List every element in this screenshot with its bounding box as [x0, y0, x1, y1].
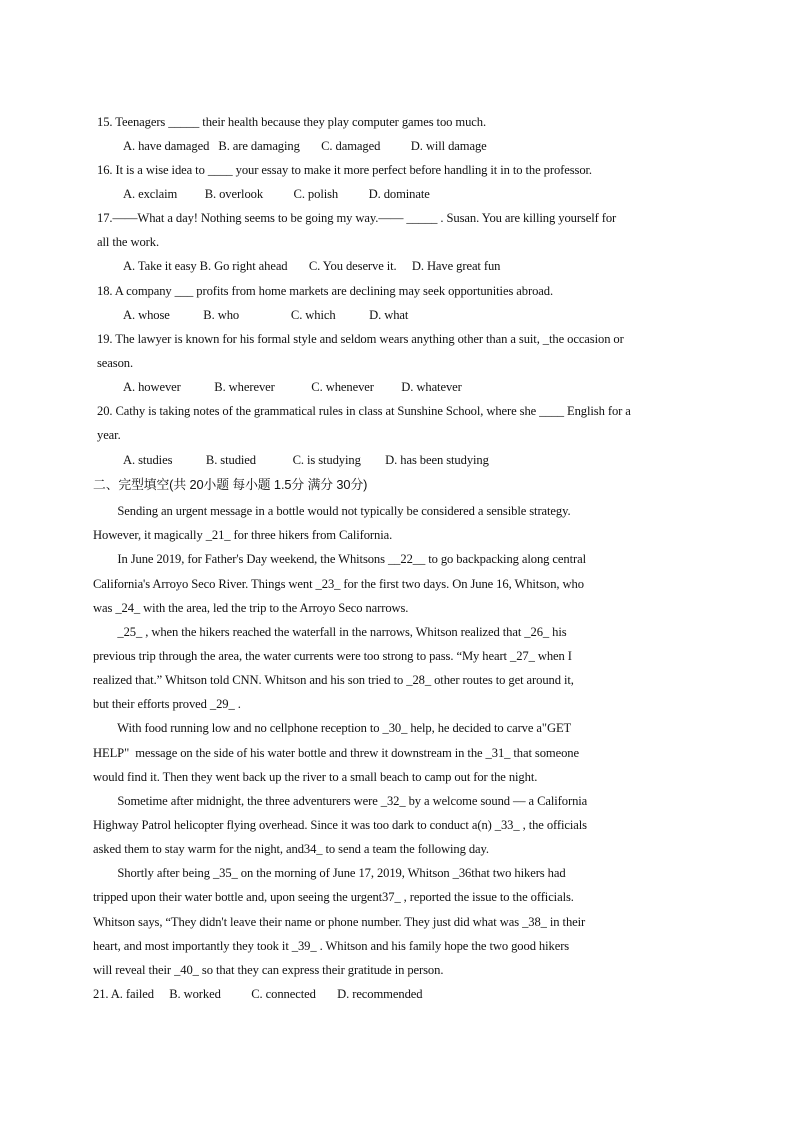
passage-line: asked them to stay warm for the night, and34_ to send a team the following day.	[93, 842, 489, 857]
question-20-stem-cont: year.	[97, 428, 121, 442]
passage-line: HELP" message on the side of his water bottle and threw it downstream in the _31_ that someone	[93, 745, 579, 760]
passage-line: California's Arroyo Seco River. Things went _23_ for the first two days. On June 16, Whitson, who	[93, 576, 584, 591]
section-heading: 二、完型填空(共 20小题 每小题 1.5分 满分 30分)	[93, 477, 368, 492]
passage-line: Highway Patrol helicopter flying overhead. Since it was too dark to conduct a(n) _33_ , the officials	[93, 818, 587, 832]
question-15-stem: 15. Teenagers _____ their health because they play computer games too much.	[97, 115, 487, 129]
passage-line: but their efforts proved _29_ .	[93, 697, 241, 712]
passage-line: realized that.” Whitson told CNN. Whitson and his son tried to _28_ other routes to get around it,	[93, 673, 574, 687]
passage-line: With food running low and no cellphone reception to _30_ help, he decided to carve a"GET	[93, 721, 572, 736]
question-18-options: A. whose B. who C. which D. what	[123, 308, 409, 322]
passage-line: _25_ , when the hikers reached the waterfall in the narrows, Whitson realized that _26_ his	[93, 624, 567, 639]
question-17-stem-cont: all the work.	[97, 235, 160, 249]
passage-line: would find it. Then they went back up the river to a small beach to camp out for the night.	[93, 769, 538, 784]
passage-line: Sometime after midnight, the three adventurers were _32_ by a welcome sound — a California	[93, 793, 588, 808]
question-16-options: A. exclaim B. overlook C. polish D. dominate	[123, 187, 430, 201]
question-19-stem: 19. The lawyer is known for his formal style and seldom wears anything other than a suit, _the occasion or	[97, 332, 624, 346]
question-20-options: A. studies B. studied C. is studying D. has been studying	[123, 453, 489, 467]
passage-line: tripped upon their water bottle and, upon seeing the urgent37_ , reported the issue to the officials.	[93, 890, 574, 905]
passage-line: However, it magically _21_ for three hikers from California.	[93, 528, 393, 543]
passage-line: previous trip through the area, the water currents were too strong to pass. “My heart _27_ when I	[93, 648, 572, 663]
passage-line: Whitson says, “They didn't leave their name or phone number. They just did what was _38_ in their	[93, 914, 586, 929]
question-20-stem: 20. Cathy is taking notes of the grammatical rules in class at Sunshine School, where she ____ English for a	[97, 404, 631, 418]
question-17-stem: 17.——What a day! Nothing seems to be going my way.—— _____ . Susan. You are killing yourself for	[97, 211, 617, 225]
passage-line: will reveal their _40_ so that they can express their gratitude in person.	[93, 962, 444, 977]
question-19-stem-cont: season.	[97, 356, 134, 370]
question-15-options: A. have damaged B. are damaging C. damaged D. will damage	[123, 139, 487, 153]
passage-line: was _24_ with the area, led the trip to the Arroyo Seco narrows.	[93, 600, 409, 615]
question-21-options: 21. A. failed B. worked C. connected D. recommended	[93, 987, 423, 1001]
question-16-stem: 16. It is a wise idea to ____ your essay to make it more perfect before handling it in to the professor.	[97, 163, 592, 177]
passage-line: In June 2019, for Father's Day weekend, the Whitsons __22__ to go backpacking along central	[93, 552, 586, 567]
passage-line: Shortly after being _35_ on the morning of June 17, 2019, Whitson _36that two hikers had	[93, 866, 566, 881]
question-19-options: A. however B. wherever C. whenever D. whatever	[123, 380, 462, 394]
passage-line: heart, and most importantly they took it _39_ . Whitson and his family hope the two good hikers	[93, 938, 570, 953]
passage-line: Sending an urgent message in a bottle would not typically be considered a sensible strategy.	[93, 504, 571, 518]
question-18-stem: 18. A company ___ profits from home markets are declining may seek opportunities abroad.	[97, 284, 554, 298]
question-17-options: A. Take it easy B. Go right ahead C. You deserve it. D. Have great fun	[123, 259, 501, 273]
